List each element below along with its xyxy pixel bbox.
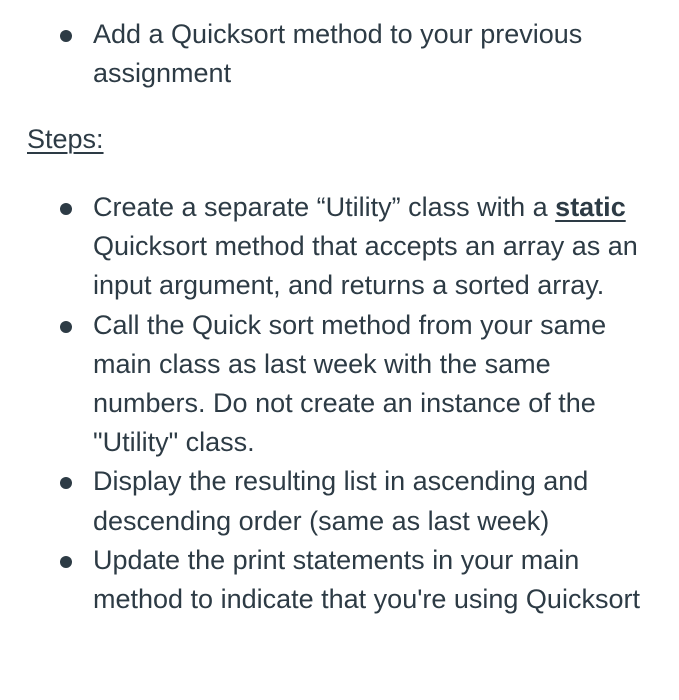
bullet-icon [60, 477, 72, 489]
steps-heading: Steps: [27, 124, 104, 154]
bullet-icon [60, 203, 72, 215]
list-item-text: Call the Quick sort method from your same main class as last week with the same numbers. Do not create an instance of the "Utility" class. [93, 309, 607, 458]
bullet-icon [60, 556, 72, 568]
list-item [0, 15, 679, 93]
bullet-icon [60, 30, 72, 42]
list-item [0, 306, 679, 463]
steps-list [0, 188, 679, 619]
list-item [0, 188, 679, 306]
list-item-text-before: Create a separate “Utility” class with a [93, 192, 556, 222]
list-item-text: Add a Quicksort method to your previous assignment [93, 19, 583, 89]
list-item-text: Update the print statements in your main method to indicate that you're using Quicksort [93, 544, 640, 615]
list-item-text-after: Quicksort method that accepts an array as an input argument, and returns a sorted array. [93, 231, 638, 301]
intro-list [0, 15, 679, 93]
list-item [0, 541, 679, 619]
list-item [0, 462, 679, 540]
bullet-icon [60, 321, 72, 333]
static-keyword: static [555, 192, 626, 222]
list-item-text: Display the resulting list in ascending and descending order (same as last week) [93, 466, 589, 536]
